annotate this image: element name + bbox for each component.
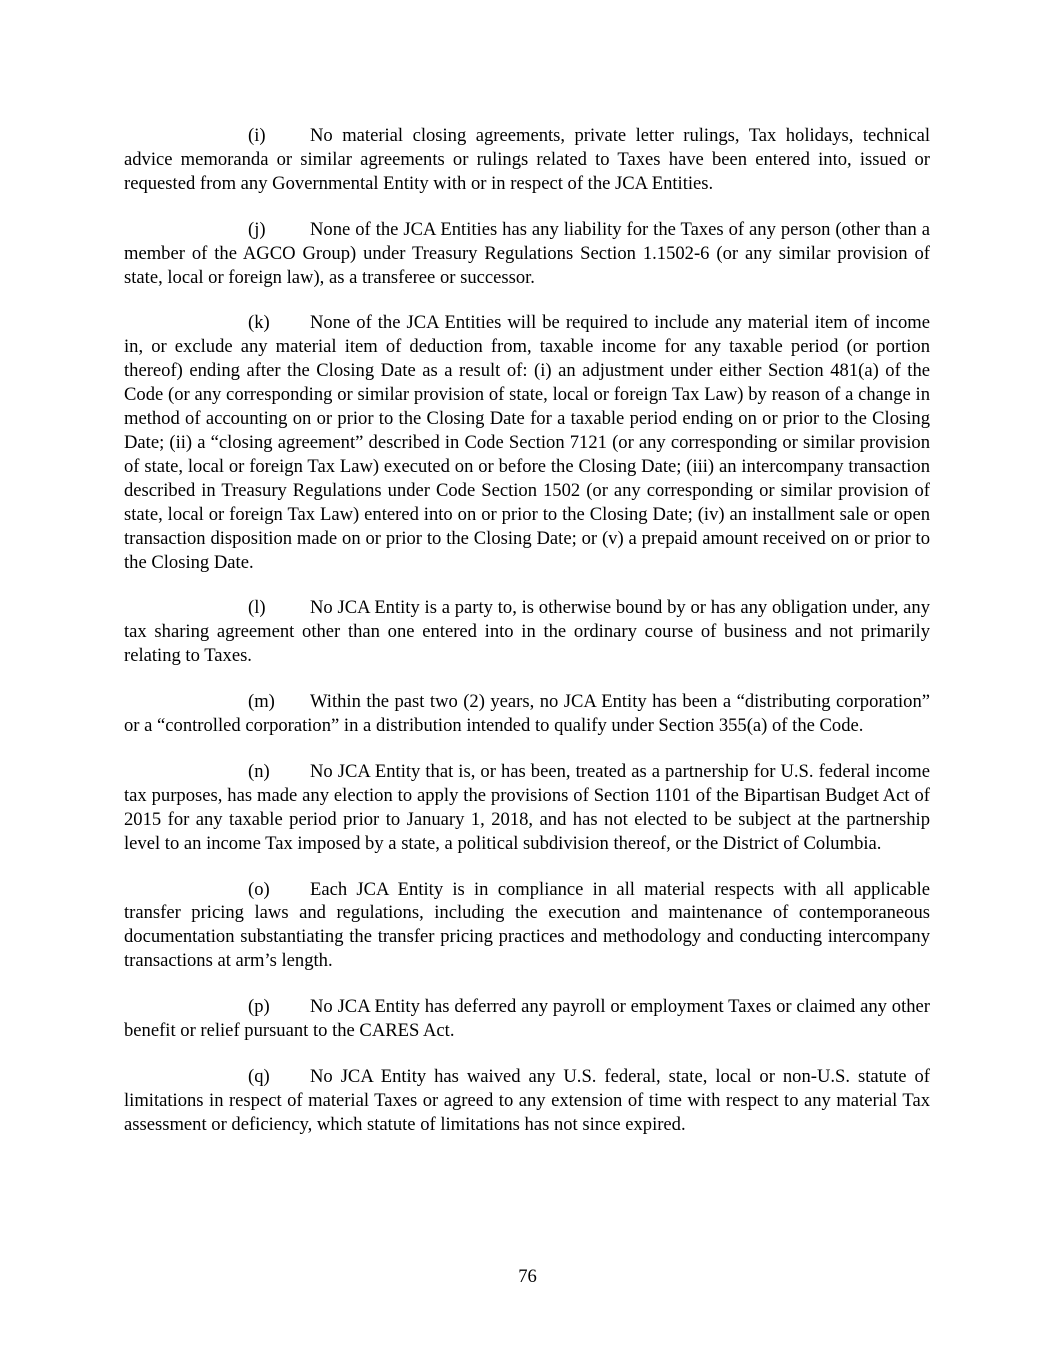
paragraph-label: (q) [248, 1066, 270, 1087]
page-number: 76 [518, 1266, 537, 1287]
paragraph-o [124, 878, 930, 974]
paragraph-q [124, 1065, 930, 1137]
paragraph-m [124, 690, 930, 738]
paragraph-text: None of the JCA Entities has any liability for the Taxes of any person (other than a member of the AGCO Group) under Treasury Regulations Section 1.1502-6 (or any similar provision of state, local or foreign law), as a transferee or successor. [124, 218, 930, 288]
paragraph-label: (k) [248, 312, 270, 334]
paragraph-text: No JCA Entity is a party to, is otherwise bound by or has any obligation under, any tax sharing agreement other than one entered into in the ordinary course of business and not primarily relating to Taxes. [124, 597, 930, 667]
paragraph-l [124, 596, 930, 668]
paragraph-text: Each JCA Entity is in compliance in all material respects with all applicable transfer pricing laws and regulations, including the execution and maintenance of contemporaneous documentation substantiating the transfer pricing practices and methodology and conducting intercompany transactions at arm’s length. [124, 878, 930, 972]
paragraph-k [124, 311, 930, 574]
paragraph-label: (l) [248, 597, 266, 619]
paragraph-label: (n) [248, 760, 270, 782]
paragraph-j [124, 218, 930, 290]
paragraph-label: (m) [248, 691, 275, 713]
paragraph-text: None of the JCA Entities will be required to include any material item of income in, or exclude any material item of deduction from, taxable income for any taxable period (or portion thereof) ending after the Closing Date as a result of: (i) an adjustment under either Section 481(a) of the Code (or any corresponding or similar provision of state, local or foreign Tax Law) by reason of a change in method of accounting on or prior to the Closing Date for a taxable period ending on or prior to the Closing Date; (ii) a “closing agreement” described in Code Section 7121 (or any corresponding or similar provision of state, local or foreign Tax Law) executed on or before the Closing Date; (iii) an intercompany transaction described in Treasury Regulations under Code Section 1502 (or any corresponding or similar provision of state, local or foreign Tax Law) entered into on or prior to the Closing Date; (iv) an installment sale or open transaction disposition made on or prior to the Closing Date; or (v) a prepaid amount received on or prior to the Closing Date. [124, 312, 930, 573]
paragraph-text: No JCA Entity has waived any U.S. federal, state, local or non-U.S. statute of limitations in respect of material Taxes or agreed to any extension of time with respect to any material Tax assessment or deficiency, which statute of limitations has not since expired. [124, 1066, 930, 1135]
paragraph-label: (i) [248, 125, 266, 146]
paragraph-label: (o) [248, 878, 270, 900]
paragraph-n [124, 760, 930, 856]
paragraph-text: No JCA Entity that is, or has been, treated as a partnership for U.S. federal income tax purposes, has made any election to apply the provisions of Section 1101 of the Bipartisan Budget Act of 2015 for any taxable period prior to January 1, 2018, and has not elected to be subject at the partnership level to an income Tax imposed by a state, a political subdivision thereof, or the District of Columbia. [124, 760, 930, 854]
paragraph-text: No material closing agreements, private letter rulings, Tax holidays, technical advice memoranda or similar agreements or rulings related to Taxes have been entered into, issued or requested from any Governmental Entity with or in respect of the JCA Entities. [124, 125, 930, 194]
document-body [124, 124, 930, 1159]
paragraph-text: Within the past two (2) years, no JCA Entity has been a “distributing corporation” or a “controlled corporation” in a distribution intended to qualify under Section 355(a) of the Code. [124, 691, 930, 737]
paragraph-label: (j) [248, 218, 266, 240]
paragraph-i [124, 124, 930, 196]
paragraph-text: No JCA Entity has deferred any payroll or employment Taxes or claimed any other benefit or relief pursuant to the CARES Act. [124, 996, 930, 1042]
paragraph-label: (p) [248, 996, 270, 1018]
paragraph-p [124, 995, 930, 1043]
